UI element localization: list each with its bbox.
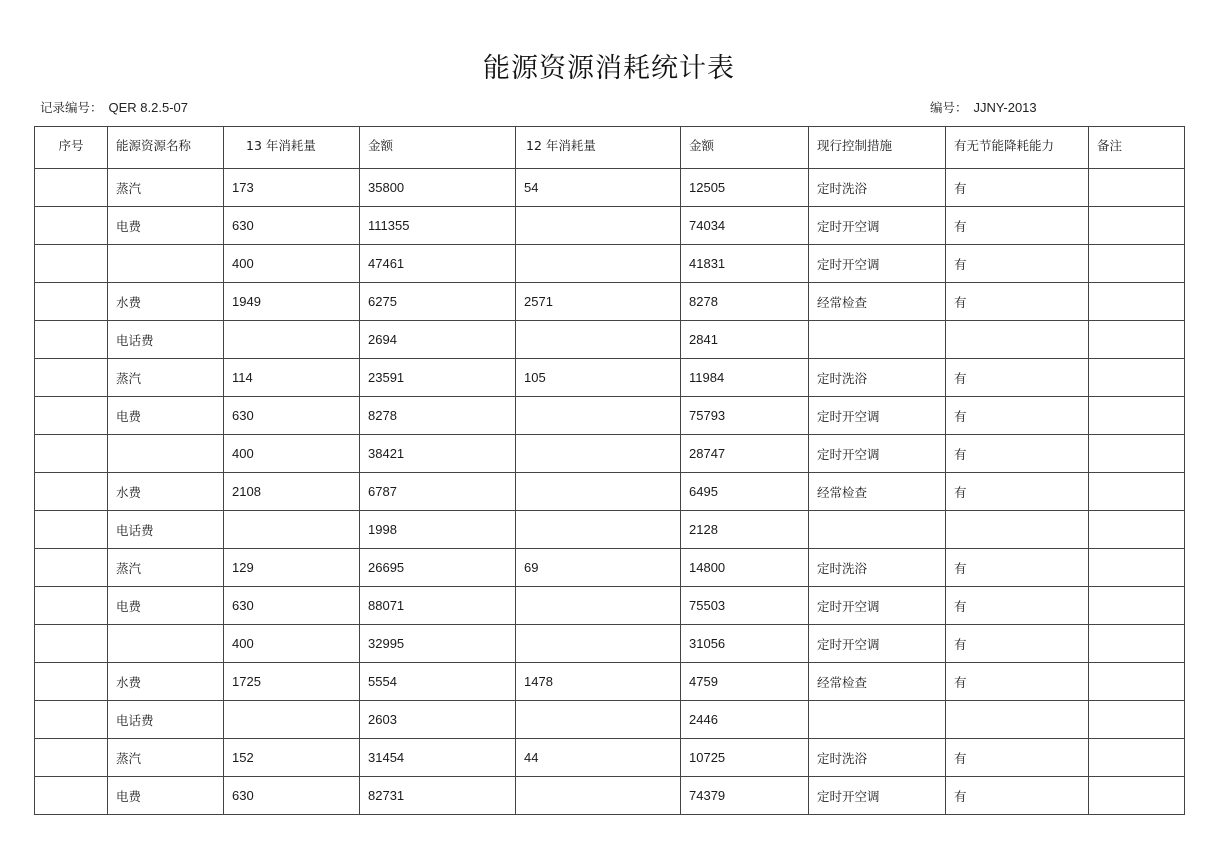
table-cell bbox=[1089, 359, 1185, 397]
table-cell bbox=[946, 321, 1089, 359]
table-cell bbox=[1089, 701, 1185, 739]
table-cell bbox=[516, 701, 681, 739]
table-cell bbox=[224, 321, 360, 359]
energy-consumption-table bbox=[34, 126, 1185, 815]
table-cell: 4759 bbox=[681, 663, 809, 701]
table-cell bbox=[1089, 245, 1185, 283]
table-cell bbox=[1089, 283, 1185, 321]
table-cell: 有 bbox=[946, 359, 1089, 397]
table-cell bbox=[516, 435, 681, 473]
table-row bbox=[35, 397, 1185, 435]
record-number-line bbox=[40, 98, 188, 116]
table-cell bbox=[1089, 321, 1185, 359]
table-cell: 26695 bbox=[360, 549, 516, 587]
table-cell bbox=[35, 701, 108, 739]
table-cell: 74379 bbox=[681, 777, 809, 815]
record-number-value: QER 8.2.5-07 bbox=[108, 100, 189, 115]
table-cell: 有 bbox=[946, 283, 1089, 321]
table-row bbox=[35, 245, 1185, 283]
table-cell: 82731 bbox=[360, 777, 516, 815]
table-cell bbox=[35, 245, 108, 283]
table-cell bbox=[35, 511, 108, 549]
table-cell: 11984 bbox=[681, 359, 809, 397]
table-cell bbox=[1089, 777, 1185, 815]
table-cell: 定时开空调 bbox=[809, 245, 946, 283]
column-header: 序号 bbox=[35, 127, 108, 169]
table-cell bbox=[35, 207, 108, 245]
column-header: 13 年消耗量 bbox=[224, 127, 360, 169]
table-cell bbox=[516, 511, 681, 549]
table-cell: 38421 bbox=[360, 435, 516, 473]
table-cell: 2694 bbox=[360, 321, 516, 359]
table-cell bbox=[108, 435, 224, 473]
table-cell bbox=[35, 359, 108, 397]
table-cell: 2571 bbox=[516, 283, 681, 321]
table-row bbox=[35, 283, 1185, 321]
table-cell bbox=[224, 511, 360, 549]
table-cell bbox=[224, 701, 360, 739]
column-header: 能源资源名称 bbox=[108, 127, 224, 169]
table-cell: 35800 bbox=[360, 169, 516, 207]
table-cell bbox=[1089, 739, 1185, 777]
table-cell: 74034 bbox=[681, 207, 809, 245]
table-cell: 8278 bbox=[681, 283, 809, 321]
table-row bbox=[35, 359, 1185, 397]
table-cell: 47461 bbox=[360, 245, 516, 283]
table-cell: 1949 bbox=[224, 283, 360, 321]
table-cell: 2603 bbox=[360, 701, 516, 739]
table-cell: 88071 bbox=[360, 587, 516, 625]
table-cell: 蒸汽 bbox=[108, 549, 224, 587]
table-cell bbox=[35, 739, 108, 777]
table-cell: 400 bbox=[224, 625, 360, 663]
table-row bbox=[35, 549, 1185, 587]
table-cell: 电费 bbox=[108, 587, 224, 625]
table-cell: 630 bbox=[224, 587, 360, 625]
table-cell: 2841 bbox=[681, 321, 809, 359]
table-cell: 400 bbox=[224, 435, 360, 473]
table-cell: 41831 bbox=[681, 245, 809, 283]
table-cell: 400 bbox=[224, 245, 360, 283]
column-header: 12 年消耗量 bbox=[516, 127, 681, 169]
table-cell: 129 bbox=[224, 549, 360, 587]
table-cell: 水费 bbox=[108, 663, 224, 701]
table-cell bbox=[1089, 435, 1185, 473]
table-cell bbox=[35, 169, 108, 207]
table-cell bbox=[1089, 663, 1185, 701]
table-cell bbox=[1089, 587, 1185, 625]
table-cell: 114 bbox=[224, 359, 360, 397]
table-cell: 630 bbox=[224, 777, 360, 815]
table-cell: 有 bbox=[946, 549, 1089, 587]
table-cell bbox=[35, 321, 108, 359]
table-cell: 630 bbox=[224, 207, 360, 245]
table-cell: 有 bbox=[946, 207, 1089, 245]
table-cell: 54 bbox=[516, 169, 681, 207]
table-header-row bbox=[35, 127, 1185, 169]
table-cell: 定时洗浴 bbox=[809, 169, 946, 207]
table-row bbox=[35, 435, 1185, 473]
table-row bbox=[35, 169, 1185, 207]
table-cell bbox=[108, 625, 224, 663]
table-cell: 44 bbox=[516, 739, 681, 777]
table-cell bbox=[946, 511, 1089, 549]
table-cell bbox=[1089, 397, 1185, 435]
table-cell: 定时开空调 bbox=[809, 207, 946, 245]
table-cell: 蒸汽 bbox=[108, 739, 224, 777]
table-row bbox=[35, 739, 1185, 777]
table-cell bbox=[1089, 549, 1185, 587]
table-cell: 有 bbox=[946, 397, 1089, 435]
table-cell: 8278 bbox=[360, 397, 516, 435]
table-cell bbox=[516, 207, 681, 245]
table-cell: 6495 bbox=[681, 473, 809, 511]
table-cell: 28747 bbox=[681, 435, 809, 473]
table-cell: 有 bbox=[946, 473, 1089, 511]
table-cell: 水费 bbox=[108, 473, 224, 511]
table-cell: 定时开空调 bbox=[809, 587, 946, 625]
table-cell bbox=[1089, 169, 1185, 207]
table-cell bbox=[35, 587, 108, 625]
code-number-value: JJNY-2013 bbox=[973, 100, 1037, 115]
table-cell: 6787 bbox=[360, 473, 516, 511]
table-cell: 定时洗浴 bbox=[809, 359, 946, 397]
table-cell bbox=[516, 625, 681, 663]
record-number-label: 记录编号： bbox=[40, 100, 103, 115]
table-cell: 75503 bbox=[681, 587, 809, 625]
table-row bbox=[35, 473, 1185, 511]
table-cell: 5554 bbox=[360, 663, 516, 701]
column-header: 金额 bbox=[681, 127, 809, 169]
table-row bbox=[35, 663, 1185, 701]
table-cell: 105 bbox=[516, 359, 681, 397]
table-cell: 75793 bbox=[681, 397, 809, 435]
table-cell bbox=[35, 663, 108, 701]
table-cell bbox=[516, 397, 681, 435]
table-cell: 定时开空调 bbox=[809, 625, 946, 663]
table-cell: 111355 bbox=[360, 207, 516, 245]
table-cell bbox=[1089, 625, 1185, 663]
table-cell: 有 bbox=[946, 739, 1089, 777]
table-cell bbox=[516, 473, 681, 511]
table-cell bbox=[35, 397, 108, 435]
column-header: 有无节能降耗能力 bbox=[946, 127, 1089, 169]
table-cell bbox=[516, 777, 681, 815]
table-cell: 有 bbox=[946, 169, 1089, 207]
table-cell bbox=[1089, 207, 1185, 245]
table-cell: 定时洗浴 bbox=[809, 739, 946, 777]
table-cell: 电话费 bbox=[108, 321, 224, 359]
table-cell: 1478 bbox=[516, 663, 681, 701]
table-cell: 电费 bbox=[108, 777, 224, 815]
table-cell: 1998 bbox=[360, 511, 516, 549]
table-cell: 蒸汽 bbox=[108, 169, 224, 207]
table-cell bbox=[1089, 473, 1185, 511]
table-cell bbox=[35, 625, 108, 663]
table-cell: 经常检查 bbox=[809, 283, 946, 321]
column-header: 金额 bbox=[360, 127, 516, 169]
table-cell bbox=[809, 321, 946, 359]
table-cell bbox=[809, 511, 946, 549]
table-cell: 有 bbox=[946, 625, 1089, 663]
table-cell: 10725 bbox=[681, 739, 809, 777]
table-cell: 电话费 bbox=[108, 511, 224, 549]
table-row bbox=[35, 625, 1185, 663]
table-cell: 6275 bbox=[360, 283, 516, 321]
table-cell: 水费 bbox=[108, 283, 224, 321]
table-cell: 14800 bbox=[681, 549, 809, 587]
code-number-label: 编号： bbox=[930, 100, 968, 115]
table-cell bbox=[809, 701, 946, 739]
column-header: 现行控制措施 bbox=[809, 127, 946, 169]
table-cell bbox=[35, 777, 108, 815]
table-cell: 69 bbox=[516, 549, 681, 587]
table-cell bbox=[35, 435, 108, 473]
table-row bbox=[35, 207, 1185, 245]
column-header: 备注 bbox=[1089, 127, 1185, 169]
table-cell: 有 bbox=[946, 663, 1089, 701]
table-cell bbox=[516, 245, 681, 283]
table-cell: 23591 bbox=[360, 359, 516, 397]
table-cell: 有 bbox=[946, 245, 1089, 283]
table-cell: 有 bbox=[946, 587, 1089, 625]
table-cell: 电费 bbox=[108, 397, 224, 435]
table-cell: 31056 bbox=[681, 625, 809, 663]
table-cell bbox=[108, 245, 224, 283]
table-cell: 电话费 bbox=[108, 701, 224, 739]
table-cell: 2446 bbox=[681, 701, 809, 739]
table-cell: 定时洗浴 bbox=[809, 549, 946, 587]
table-row bbox=[35, 511, 1185, 549]
table-cell: 有 bbox=[946, 777, 1089, 815]
table-cell: 蒸汽 bbox=[108, 359, 224, 397]
code-number-line bbox=[930, 98, 1037, 116]
table-row bbox=[35, 777, 1185, 815]
table-cell: 定时开空调 bbox=[809, 435, 946, 473]
table-row bbox=[35, 321, 1185, 359]
table-cell bbox=[35, 473, 108, 511]
table-cell: 173 bbox=[224, 169, 360, 207]
table-cell bbox=[35, 549, 108, 587]
table-cell: 经常检查 bbox=[809, 473, 946, 511]
table-cell bbox=[516, 321, 681, 359]
table-cell: 定时开空调 bbox=[809, 777, 946, 815]
table-cell bbox=[516, 587, 681, 625]
table-row bbox=[35, 701, 1185, 739]
table-cell: 定时开空调 bbox=[809, 397, 946, 435]
table-row bbox=[35, 587, 1185, 625]
table-cell: 152 bbox=[224, 739, 360, 777]
table-cell: 630 bbox=[224, 397, 360, 435]
table-cell: 31454 bbox=[360, 739, 516, 777]
page-title: 能源资源消耗统计表 bbox=[483, 53, 735, 84]
table-cell: 经常检查 bbox=[809, 663, 946, 701]
table-cell: 电费 bbox=[108, 207, 224, 245]
table-cell: 32995 bbox=[360, 625, 516, 663]
table-cell bbox=[1089, 511, 1185, 549]
table-cell bbox=[35, 283, 108, 321]
table-cell: 12505 bbox=[681, 169, 809, 207]
table-cell: 1725 bbox=[224, 663, 360, 701]
table-cell: 2108 bbox=[224, 473, 360, 511]
table-cell: 2128 bbox=[681, 511, 809, 549]
table-cell: 有 bbox=[946, 435, 1089, 473]
table-cell bbox=[946, 701, 1089, 739]
